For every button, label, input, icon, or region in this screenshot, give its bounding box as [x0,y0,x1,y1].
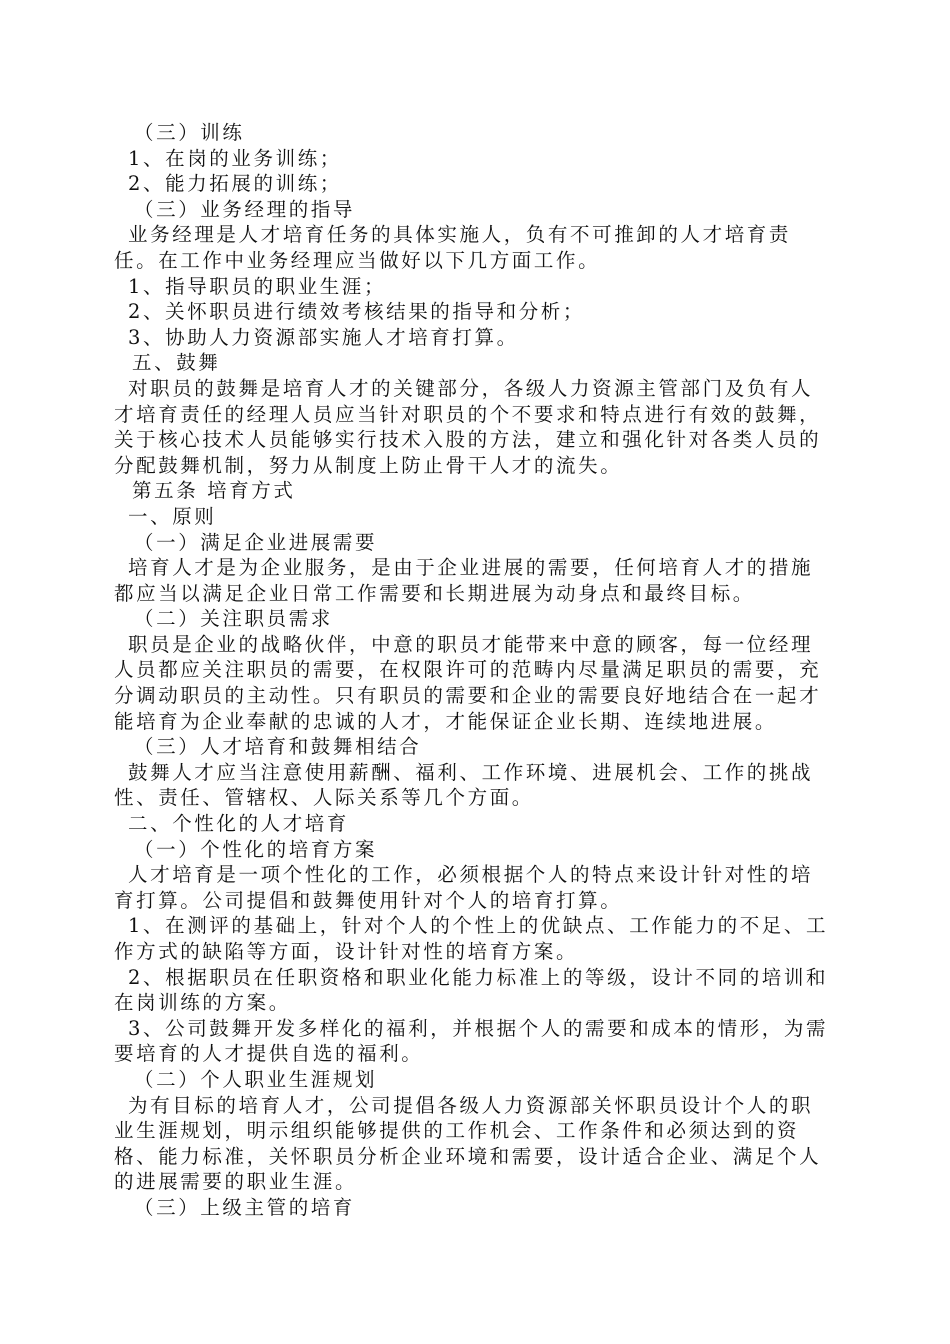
paragraph-line: 格、能力标准，关怀职员分析企业环境和需要，设计适合企业、满足个人 [114,1144,822,1168]
list-item: 2、能力拓展的训练； [128,172,342,196]
paragraph-line: 都应当以满足企业日常工作需要和长期进展为动身点和最终目标。 [114,581,755,605]
section-heading-motivation: 五、鼓舞 [132,351,221,375]
paragraph-line: 人才培育是一项个性化的工作，必须根据个人的特点来设计针对性的培 [128,863,814,887]
paragraph-line: 鼓舞人才应当注意使用薪酬、福利、工作环境、进展机会、工作的挑战 [128,760,814,784]
list-item: 3、公司鼓舞开发多样化的福利，并根据个人的需要和成本的情形，为需 [128,1016,829,1040]
subsection-heading-training: （三）训练 [134,121,245,144]
subsection-heading: （三）人才培育和鼓舞相结合 [134,735,422,759]
paragraph-line: 任。在工作中业务经理应当做好以下几方面工作。 [114,248,601,272]
section-heading-personalized: 二、个性化的人才培育 [128,812,350,836]
paragraph-line: 业生涯规划，明示组织能够提供的工作机会、工作条件和必须达到的资 [114,1119,800,1143]
list-item: 1、在岗的业务训练； [128,146,342,170]
paragraph-line: 性、责任、管辖权、人际关系等几个方面。 [114,786,534,810]
list-item-continuation: 要培育的人才提供自选的福利。 [114,1042,424,1066]
paragraph-line: 关于核心技术人员能够实行技术入股的方法，建立和强化针对各类人员的 [114,428,822,452]
list-item: 1、指导职员的职业生涯； [128,274,387,298]
section-heading-principles: 一、原则 [128,504,217,528]
list-item-continuation: 作方式的缺陷等方面，设计针对性的培育方案。 [114,940,579,963]
subsection-heading: （三）上级主管的培育 [134,1195,356,1219]
subsection-heading: （二）关注职员需求 [134,607,333,631]
document-body [114,120,830,1221]
subsection-heading-manager-guidance: （三）业务经理的指导 [134,197,356,221]
paragraph-line: 培育人才是为企业服务，是由于企业进展的需要，任何培育人才的措施 [128,556,814,580]
list-item: 1、在测评的基础上，针对个人的个性上的优缺点、工作能力的不足、工 [128,914,829,938]
paragraph-line: 分配鼓舞机制，努力从制度上防止骨干人才的流失。 [114,453,623,477]
subsection-heading: （一）满足企业进展需要 [134,530,378,554]
paragraph-line: 才培育责任的经理人员应当针对职员的个不要求和特点进行有效的鼓舞， [114,402,822,426]
list-item: 2、根据职员在任职资格和职业化能力标准上的等级，设计不同的培训和 [128,965,829,989]
paragraph-line: 分调动职员的主动性。只有职员的需要和企业的需要良好地结合在一起才 [114,684,822,708]
paragraph-line: 的进展需要的职业生涯。 [114,1170,358,1194]
paragraph-line: 为有目标的培育人才，公司提倡各级人力资源部关怀职员设计个人的职 [128,1093,814,1117]
paragraph-line: 职员是企业的战略伙伴，中意的职员才能带来中意的顾客，每一位经理 [128,632,814,656]
subsection-heading: （二）个人职业生涯规划 [134,1067,378,1091]
list-item-continuation: 在岗训练的方案。 [114,991,291,1015]
paragraph-line: 人员都应关注职员的需要，在权限许可的范畴内尽量满足职员的需要，充 [114,658,822,682]
paragraph-line: 育打算。公司提倡和鼓舞使用针对个人的培育打算。 [114,888,623,912]
paragraph-line: 对职员的鼓舞是培育人才的关键部分，各级人力资源主管部门及负有人 [128,376,814,400]
list-item: 2、关怀职员进行绩效考核结果的指导和分析； [128,300,586,324]
paragraph-line: 业务经理是人才培育任务的具体实施人，负有不可推卸的人才培育责 [128,223,792,247]
article-heading: 第五条 培育方式 [132,479,296,503]
subsection-heading: （一）个性化的培育方案 [134,837,378,861]
paragraph-line: 能培育为企业奉献的忠诚的人才，才能保证企业长期、连续地进展。 [114,709,778,733]
list-item: 3、协助人力资源部实施人才培育打算。 [128,325,519,349]
